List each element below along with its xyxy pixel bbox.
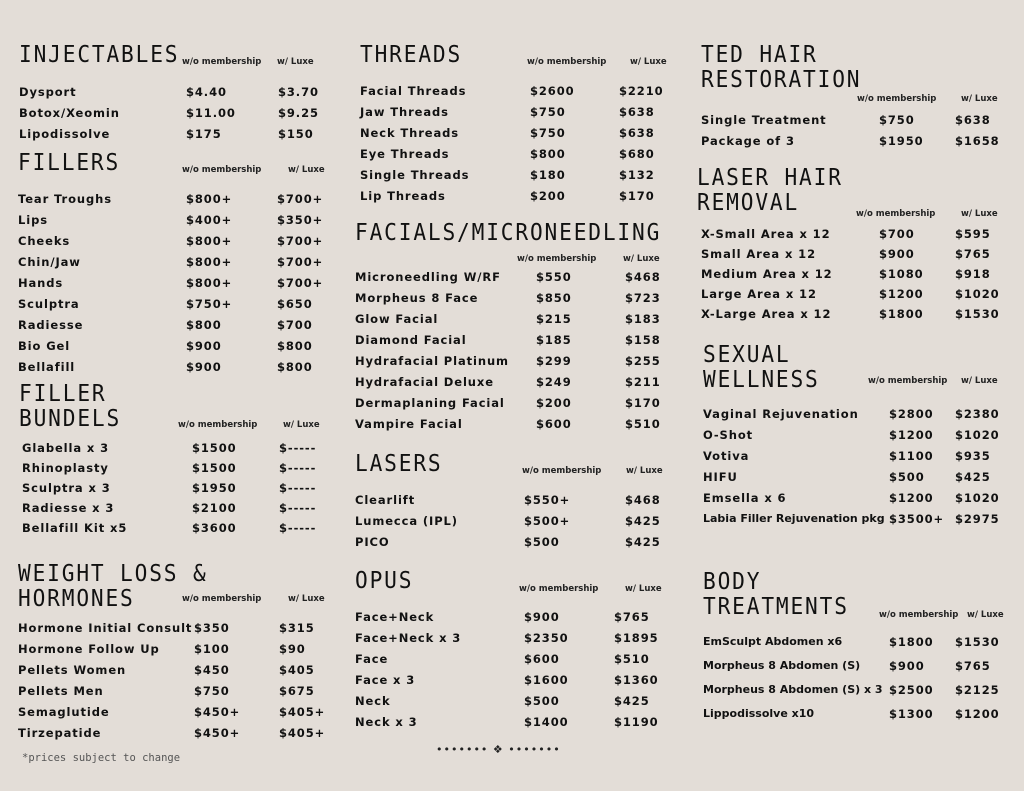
- price-row: [360, 83, 680, 103]
- price-without-membership: $450: [194, 663, 230, 677]
- price-without-membership: $1080: [879, 267, 924, 281]
- price-row: [18, 212, 338, 232]
- price-without-membership: $350: [194, 621, 230, 635]
- service-name: Facial Threads: [360, 84, 467, 98]
- price-row: [697, 226, 1017, 246]
- price-luxe: $1020: [955, 287, 1000, 301]
- section-title: THREADS: [360, 42, 463, 68]
- price-row: [18, 620, 338, 640]
- price-row: [360, 125, 680, 145]
- price-luxe: $2210: [619, 84, 664, 98]
- column-header-luxe: w/ Luxe: [961, 209, 998, 219]
- price-row: [360, 188, 680, 208]
- price-luxe: $1190: [614, 715, 659, 729]
- price-without-membership: $215: [536, 312, 572, 326]
- service-name: X-Large Area x 12: [701, 307, 832, 321]
- decorative-divider: ••••••• ❖ •••••••: [436, 743, 561, 756]
- price-row: [703, 406, 1023, 426]
- column-header-luxe: w/ Luxe: [625, 584, 662, 594]
- price-without-membership: $1200: [879, 287, 924, 301]
- price-luxe: $918: [955, 267, 991, 281]
- price-row: [18, 254, 338, 274]
- price-without-membership: $4.40: [186, 85, 227, 99]
- price-luxe: $765: [614, 610, 650, 624]
- price-luxe: $650: [277, 297, 313, 311]
- service-name: Vampire Facial: [355, 417, 463, 431]
- price-row: [355, 311, 675, 331]
- service-name: X-Small Area x 12: [701, 227, 831, 241]
- price-without-membership: $800+: [186, 276, 233, 290]
- price-row: [19, 440, 339, 460]
- service-name: Dermaplaning Facial: [355, 396, 505, 410]
- price-without-membership: $500: [524, 694, 560, 708]
- price-luxe: $700+: [277, 234, 324, 248]
- price-without-membership: $550: [536, 270, 572, 284]
- price-without-membership: $750: [530, 126, 566, 140]
- column-header-without-membership: w/o membership: [182, 594, 262, 604]
- price-luxe: $723: [625, 291, 661, 305]
- price-luxe: $9.25: [278, 106, 319, 120]
- price-luxe: $425: [625, 514, 661, 528]
- column-header-without-membership: w/o membership: [519, 584, 599, 594]
- price-row: [355, 651, 675, 671]
- price-row: [355, 353, 675, 373]
- price-without-membership: $2500: [889, 683, 934, 697]
- section-title: FACIALS/MICRONEEDLING: [355, 220, 662, 246]
- price-without-membership: $800+: [186, 192, 233, 206]
- price-luxe: $700+: [277, 276, 324, 290]
- section-title: SEXUAL WELLNESS: [703, 342, 820, 393]
- price-luxe: $765: [955, 247, 991, 261]
- service-name: Glow Facial: [355, 312, 439, 326]
- service-name: Bellafill: [18, 360, 76, 374]
- price-row: [19, 460, 339, 480]
- price-luxe: $1360: [614, 673, 659, 687]
- price-without-membership: $100: [194, 642, 230, 656]
- column-header-luxe: w/ Luxe: [288, 594, 325, 604]
- service-name: Vaginal Rejuvenation: [703, 407, 859, 421]
- price-luxe: $638: [619, 105, 655, 119]
- column-header-without-membership: w/o membership: [182, 57, 262, 67]
- price-luxe: $765: [955, 659, 991, 673]
- price-row: [18, 317, 338, 337]
- price-row: [355, 609, 675, 629]
- price-luxe: $1530: [955, 307, 1000, 321]
- price-without-membership: $2600: [530, 84, 575, 98]
- service-name: Tear Troughs: [18, 192, 112, 206]
- price-row: [355, 534, 675, 554]
- price-luxe: $1020: [955, 428, 1000, 442]
- price-luxe: $510: [625, 417, 661, 431]
- price-luxe: $3.70: [278, 85, 319, 99]
- price-without-membership: $1500: [192, 441, 237, 455]
- price-row: [703, 469, 1023, 489]
- column-header-luxe: w/ Luxe: [623, 254, 660, 264]
- column-header-luxe: w/ Luxe: [961, 94, 998, 104]
- price-luxe: $-----: [279, 481, 317, 495]
- price-row: [18, 725, 338, 745]
- price-row: [18, 704, 338, 724]
- service-name: Semaglutide: [18, 705, 110, 719]
- price-without-membership: $3500+: [889, 512, 945, 526]
- service-name: Pellets Women: [18, 663, 127, 677]
- price-row: [18, 191, 338, 211]
- service-name: Jaw Threads: [360, 105, 449, 119]
- service-name: Lips: [18, 213, 48, 227]
- price-luxe: $-----: [279, 441, 317, 455]
- price-row: [18, 275, 338, 295]
- price-luxe: $675: [279, 684, 315, 698]
- price-row: [355, 416, 675, 436]
- price-without-membership: $750: [194, 684, 230, 698]
- service-name: Emsella x 6: [703, 491, 787, 505]
- price-row: [360, 167, 680, 187]
- service-name: Tirzepatide: [18, 726, 102, 740]
- price-without-membership: $500: [889, 470, 925, 484]
- service-name: Glabella x 3: [22, 441, 110, 455]
- price-row: [360, 146, 680, 166]
- price-without-membership: $550+: [524, 493, 571, 507]
- service-name: Cheeks: [18, 234, 71, 248]
- price-row: [703, 427, 1023, 447]
- price-luxe: $595: [955, 227, 991, 241]
- price-without-membership: $1600: [524, 673, 569, 687]
- service-name: Lip Threads: [360, 189, 446, 203]
- price-without-membership: $900: [889, 659, 925, 673]
- service-name: Face: [355, 652, 389, 666]
- price-row: [19, 84, 339, 104]
- price-row: [355, 630, 675, 650]
- price-luxe: $1895: [614, 631, 659, 645]
- price-without-membership: $500: [524, 535, 560, 549]
- service-name: Face+Neck: [355, 610, 435, 624]
- price-luxe: $1200: [955, 707, 1000, 721]
- price-luxe: $638: [619, 126, 655, 140]
- price-row: [19, 520, 339, 540]
- price-luxe: $2380: [955, 407, 1000, 421]
- price-without-membership: $900: [186, 339, 222, 353]
- service-name: Lipodissolve: [19, 127, 111, 141]
- price-luxe: $2125: [955, 683, 1000, 697]
- service-name: Neck: [355, 694, 391, 708]
- price-luxe: $425: [614, 694, 650, 708]
- price-row: [355, 492, 675, 512]
- price-luxe: $468: [625, 493, 661, 507]
- column-header-without-membership: w/o membership: [856, 209, 936, 219]
- service-name: Bellafill Kit x5: [22, 521, 128, 535]
- price-luxe: $425: [625, 535, 661, 549]
- price-luxe: $350+: [277, 213, 324, 227]
- service-name: Face x 3: [355, 673, 416, 687]
- service-name: Radiesse x 3: [22, 501, 115, 515]
- price-row: [703, 448, 1023, 468]
- price-without-membership: $800: [186, 318, 222, 332]
- price-luxe: $700: [277, 318, 313, 332]
- price-row: [703, 658, 1023, 678]
- section-title: TED HAIR RESTORATION: [701, 42, 862, 93]
- service-name: Morpheus 8 Abdomen (S) x 3: [703, 683, 883, 696]
- price-row: [701, 112, 1021, 132]
- footnote: *prices subject to change: [22, 752, 181, 764]
- price-without-membership: $299: [536, 354, 572, 368]
- column-header-without-membership: w/o membership: [527, 57, 607, 67]
- price-without-membership: $200: [536, 396, 572, 410]
- price-luxe: $1020: [955, 491, 1000, 505]
- price-row: [355, 290, 675, 310]
- price-without-membership: $2800: [889, 407, 934, 421]
- service-name: Pellets Men: [18, 684, 104, 698]
- price-luxe: $405+: [279, 705, 326, 719]
- price-luxe: $700+: [277, 255, 324, 269]
- price-row: [18, 359, 338, 379]
- price-without-membership: $2100: [192, 501, 237, 515]
- price-without-membership: $1950: [192, 481, 237, 495]
- column-header-luxe: w/ Luxe: [961, 376, 998, 386]
- column-header-without-membership: w/o membership: [879, 610, 959, 620]
- price-luxe: $405+: [279, 726, 326, 740]
- price-row: [355, 693, 675, 713]
- section-title: FILLER BUNDELS: [19, 381, 122, 432]
- price-row: [701, 133, 1021, 153]
- price-row: [697, 266, 1017, 286]
- price-row: [18, 683, 338, 703]
- section-title: WEIGHT LOSS & HORMONES: [18, 561, 208, 612]
- price-without-membership: $1300: [889, 707, 934, 721]
- price-row: [355, 269, 675, 289]
- price-without-membership: $600: [536, 417, 572, 431]
- price-luxe: $132: [619, 168, 655, 182]
- price-luxe: $935: [955, 449, 991, 463]
- service-name: Neck x 3: [355, 715, 418, 729]
- price-without-membership: $750+: [186, 297, 233, 311]
- price-without-membership: $1400: [524, 715, 569, 729]
- service-name: Single Treatment: [701, 113, 827, 127]
- section-title: OPUS: [355, 568, 414, 594]
- service-name: EmSculpt Abdomen x6: [703, 635, 843, 648]
- price-luxe: $183: [625, 312, 661, 326]
- service-name: Morpheus 8 Abdomen (S): [703, 659, 861, 672]
- service-name: Hydrafacial Platinum: [355, 354, 509, 368]
- service-name: Large Area x 12: [701, 287, 817, 301]
- price-row: [18, 662, 338, 682]
- column-header-without-membership: w/o membership: [857, 94, 937, 104]
- price-without-membership: $3600: [192, 521, 237, 535]
- service-name: Lippodissolve x10: [703, 707, 815, 720]
- service-name: Radiesse: [18, 318, 84, 332]
- price-row: [703, 490, 1023, 510]
- service-name: Diamond Facial: [355, 333, 467, 347]
- price-row: [19, 105, 339, 125]
- price-without-membership: $249: [536, 375, 572, 389]
- price-without-membership: $11.00: [186, 106, 236, 120]
- price-without-membership: $800: [530, 147, 566, 161]
- price-row: [703, 682, 1023, 702]
- price-row: [355, 714, 675, 734]
- price-luxe: $800: [277, 339, 313, 353]
- price-row: [18, 233, 338, 253]
- price-luxe: $255: [625, 354, 661, 368]
- price-row: [18, 641, 338, 661]
- price-luxe: $2975: [955, 512, 1000, 526]
- price-luxe: $425: [955, 470, 991, 484]
- service-name: Bio Gel: [18, 339, 71, 353]
- price-luxe: $510: [614, 652, 650, 666]
- price-luxe: $170: [619, 189, 655, 203]
- service-name: Hydrafacial Deluxe: [355, 375, 494, 389]
- price-luxe: $90: [279, 642, 306, 656]
- price-row: [697, 286, 1017, 306]
- price-without-membership: $500+: [524, 514, 571, 528]
- price-row: [18, 296, 338, 316]
- section-title: BODY TREATMENTS: [703, 569, 849, 620]
- column-header-luxe: w/ Luxe: [626, 466, 663, 476]
- service-name: Neck Threads: [360, 126, 460, 140]
- price-luxe: $158: [625, 333, 661, 347]
- price-without-membership: $450+: [194, 726, 241, 740]
- section-title: FILLERS: [18, 150, 121, 176]
- service-name: Morpheus 8 Face: [355, 291, 479, 305]
- price-luxe: $170: [625, 396, 661, 410]
- price-luxe: $315: [279, 621, 315, 635]
- price-row: [360, 104, 680, 124]
- price-without-membership: $700: [879, 227, 915, 241]
- column-header-luxe: w/ Luxe: [283, 420, 320, 430]
- price-luxe: $800: [277, 360, 313, 374]
- price-row: [19, 480, 339, 500]
- price-row: [697, 246, 1017, 266]
- service-name: O-Shot: [703, 428, 754, 442]
- price-without-membership: $750: [530, 105, 566, 119]
- price-row: [697, 306, 1017, 326]
- service-name: Hormone Follow Up: [18, 642, 160, 656]
- column-header-luxe: w/ Luxe: [288, 165, 325, 175]
- column-header-without-membership: w/o membership: [182, 165, 262, 175]
- column-header-luxe: w/ Luxe: [630, 57, 667, 67]
- price-without-membership: $900: [186, 360, 222, 374]
- service-name: Hormone Initial Consult: [18, 621, 193, 635]
- service-name: Package of 3: [701, 134, 795, 148]
- price-without-membership: $2350: [524, 631, 569, 645]
- price-without-membership: $1100: [889, 449, 934, 463]
- column-header-without-membership: w/o membership: [517, 254, 597, 264]
- service-name: Microneedling W/RF: [355, 270, 501, 284]
- section-title: LASER HAIR REMOVAL: [697, 165, 843, 216]
- service-name: Labia Filler Rejuvenation pkg: [703, 512, 885, 525]
- price-luxe: $680: [619, 147, 655, 161]
- price-row: [703, 634, 1023, 654]
- price-without-membership: $1800: [879, 307, 924, 321]
- column-header-luxe: w/ Luxe: [967, 610, 1004, 620]
- price-luxe: $-----: [279, 521, 317, 535]
- price-row: [355, 513, 675, 533]
- price-row: [19, 126, 339, 146]
- price-row: [703, 706, 1023, 726]
- section-title: LASERS: [355, 451, 443, 477]
- service-name: Hands: [18, 276, 64, 290]
- service-name: Face+Neck x 3: [355, 631, 462, 645]
- service-name: Single Threads: [360, 168, 470, 182]
- column-header-without-membership: w/o membership: [868, 376, 948, 386]
- price-row: [19, 500, 339, 520]
- price-luxe: $-----: [279, 461, 317, 475]
- service-name: HIFU: [703, 470, 738, 484]
- price-row: [355, 672, 675, 692]
- price-without-membership: $400+: [186, 213, 233, 227]
- price-luxe: $1658: [955, 134, 1000, 148]
- price-row: [355, 332, 675, 352]
- service-name: Lumecca (IPL): [355, 514, 458, 528]
- price-without-membership: $900: [524, 610, 560, 624]
- price-row: [18, 338, 338, 358]
- price-luxe: $211: [625, 375, 661, 389]
- price-without-membership: $900: [879, 247, 915, 261]
- price-row: [355, 374, 675, 394]
- price-without-membership: $450+: [194, 705, 241, 719]
- service-name: Sculptra: [18, 297, 80, 311]
- price-without-membership: $800+: [186, 255, 233, 269]
- service-name: PICO: [355, 535, 390, 549]
- section-title: INJECTABLES: [19, 42, 180, 68]
- price-without-membership: $175: [186, 127, 222, 141]
- price-luxe: $700+: [277, 192, 324, 206]
- price-luxe: $150: [278, 127, 314, 141]
- service-name: Botox/Xeomin: [19, 106, 120, 120]
- price-row: [703, 511, 1023, 531]
- price-luxe: $1530: [955, 635, 1000, 649]
- price-without-membership: $600: [524, 652, 560, 666]
- price-without-membership: $800+: [186, 234, 233, 248]
- price-row: [355, 395, 675, 415]
- column-header-without-membership: w/o membership: [522, 466, 602, 476]
- service-name: Small Area x 12: [701, 247, 816, 261]
- price-without-membership: $1200: [889, 491, 934, 505]
- service-name: Eye Threads: [360, 147, 450, 161]
- price-without-membership: $1950: [879, 134, 924, 148]
- price-luxe: $-----: [279, 501, 317, 515]
- column-header-without-membership: w/o membership: [178, 420, 258, 430]
- service-name: Medium Area x 12: [701, 267, 833, 281]
- price-without-membership: $850: [536, 291, 572, 305]
- price-without-membership: $750: [879, 113, 915, 127]
- service-name: Dysport: [19, 85, 77, 99]
- service-name: Sculptra x 3: [22, 481, 111, 495]
- service-name: Votiva: [703, 449, 750, 463]
- service-name: Rhinoplasty: [22, 461, 109, 475]
- price-without-membership: $200: [530, 189, 566, 203]
- price-without-membership: $185: [536, 333, 572, 347]
- column-header-luxe: w/ Luxe: [277, 57, 314, 67]
- price-without-membership: $1800: [889, 635, 934, 649]
- price-without-membership: $1200: [889, 428, 934, 442]
- service-name: Clearlift: [355, 493, 416, 507]
- service-name: Chin/Jaw: [18, 255, 81, 269]
- price-without-membership: $1500: [192, 461, 237, 475]
- price-without-membership: $180: [530, 168, 566, 182]
- price-luxe: $638: [955, 113, 991, 127]
- price-luxe: $405: [279, 663, 315, 677]
- price-luxe: $468: [625, 270, 661, 284]
